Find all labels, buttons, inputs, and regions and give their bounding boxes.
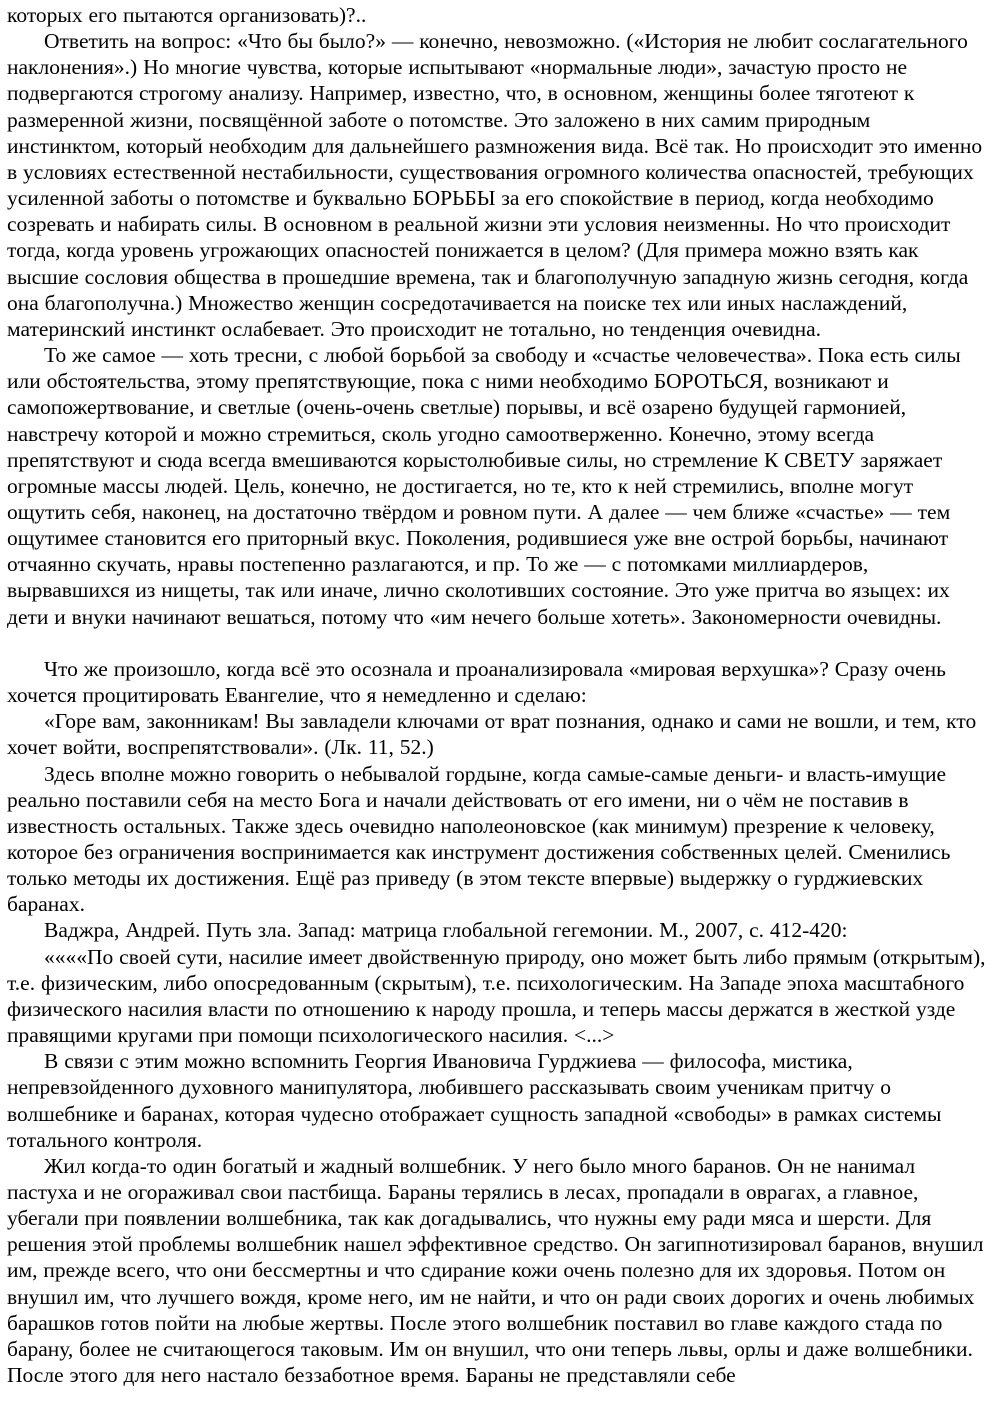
paragraph: которых его пытаются организовать)?.. — [7, 3, 367, 27]
paragraph: «Горе вам, законникам! Вы завладели ключами от врат познания, однако и сами не вошли, и тем, кто хочет войти, воспрепятствовали». (Лк. 11, 52.) — [7, 709, 977, 760]
paragraph: В связи с этим можно вспомнить Георгия Ивановича Гурджиева — философа, мистика, непревзойденного духовного манипулятора, любившего рассказывать своим ученикам притчу о волшебнике и баранах, которая чудесно отображает сущность западной «свободы» в рамках системы тотального контроля. — [7, 1049, 942, 1152]
paragraph: Ответить на вопрос: «Что бы было?» — конечно, невозможно. («История не любит сослагательного наклонения».) Но многие чувства, которые испытывают «нормальные люди», зачастую просто не подвергаются строгому анализу. Например, известно, что, в основном, женщины более тяготеют к размеренной жизни, посвящённой заботе о потомстве. Это заложено в них самим природным инстинктом, который необходим для дальнейшего размножения вида. Всё так. Но происходит это именно в условиях естественной нестабильности, существования огромного количества опасностей, требующих усиленной заботы о потомстве и буквально БОРЬБЫ за его спокойствие в период, когда необходимо созревать и набирать силы. В основном в реальной жизни эти условия неизменны. Но что происходит тогда, когда уровень угрожающих опасностей понижается в целом? (Для примера можно взять как высшие сословия общества в прошедшие времена, так и благополучную западную жизнь сегодня, когда она благополучна.) Множество женщин сосредотачивается на поиске тех или иных наслаждений, материнский инстинкт ослабевает. Это происходит не тотально, но тенденция очевидна. — [7, 29, 983, 341]
document-body — [7, 2, 987, 1388]
paragraph: Жил когда-то один богатый и жадный волшебник. У него было много баранов. Он не нанимал пастуха и не огораживал свои пастбища. Бараны терялись в лесах, пропадали в оврагах, а главное, убегали при появлении волшебника, так как догадывались, что нужны ему ради мяса и шерсти. Для решения этой проблемы волшебник нашел эффективное средство. Он загипнотизировал баранов, внушил им, прежде всего, что они бессмертны и что сдирание кожи очень полезно для их здоровья. Потом он внушил им, что лучшего вождя, кроме него, им не найти, и что он ради своих дорогих и очень любимых барашков готов пойти на любые жертвы. После этого волшебник поставил во главе каждого стада по барану, более не считающегося таковым. Им он внушил, что они теперь львы, орлы и даже волшебники. После этого для него настало беззаботное время. Бараны не представляли себе — [7, 1153, 984, 1388]
paragraph: Ваджра, Андрей. Путь зла. Запад: матрица глобальной гегемонии. М., 2007, с. 412-420: — [44, 918, 848, 943]
paragraph: ««««По своей сути, насилие имеет двойственную природу, оно может быть либо прямым (открытым), т.е. физическим, либо опосредованным (скрытым), т.е. психологическим. На Западе эпоха масштабного физического насилия власти по отношению к народу прошла, и теперь массы держатся в жесткой узде правящими кругами при помощи психологического насилия. <...> — [7, 944, 986, 1048]
paragraph: Здесь вполне можно говорить о небывалой гордыне, когда самые-самые деньги- и власть-имущие реально поставили себя на место Бога и начали действовать от его имени, ни о чём не поставив в известность остальных. Также здесь очевидно наполеоновское (как минимум) презрение к человеку, которое без ограничения воспринимается как инструмент достижения собственных целей. Сменились только методы их достижения. Ещё раз приведу (в этом тексте впервые) выдержку о гурджиевских баранах. — [7, 761, 951, 917]
paragraph: То же самое — хоть тресни, с любой борьбой за свободу и «счастье человечества». Пока есть силы или обстоятельства, этому препятствующие, пока с ними необходимо БОРОТЬСЯ, возникают и самопожертвование, и светлые (очень-очень светлые) порывы, и всё озарено будущей гармонией, навстречу которой и можно стремиться, сколь угодно самоотверженно. Конечно, этому всегда препятствуют и сюда всегда вмешиваются корыстолюбивые силы, но стремление К СВЕТУ заряжает огромные массы людей. Цель, конечно, не достигается, но те, кто к ней стремились, вполне могут ощутить себя, наконец, на достаточно твёрдом и ровном пути. А далее — чем ближе «счастье» — тем ощутимее становится его приторный вкус. Поколения, родившиеся уже вне острой борьбы, начинают отчаянно скучать, нравы постепенно разлагаются, и пр. То же — с потомками миллиардеров, вырвавшихся из нищеты, так или иначе, лично сколотивших состояние. Это уже притча во языцех: их дети и внуки начинают вешаться, потому что «им нечего больше хотеть». Закономерности очевидны. — [7, 343, 961, 629]
paragraph: Что же произошло, когда всё это осознала и проанализировала «мировая верхушка»? Сразу очень хочется процитировать Евангелие, что я немедленно и сделаю: — [7, 656, 946, 708]
